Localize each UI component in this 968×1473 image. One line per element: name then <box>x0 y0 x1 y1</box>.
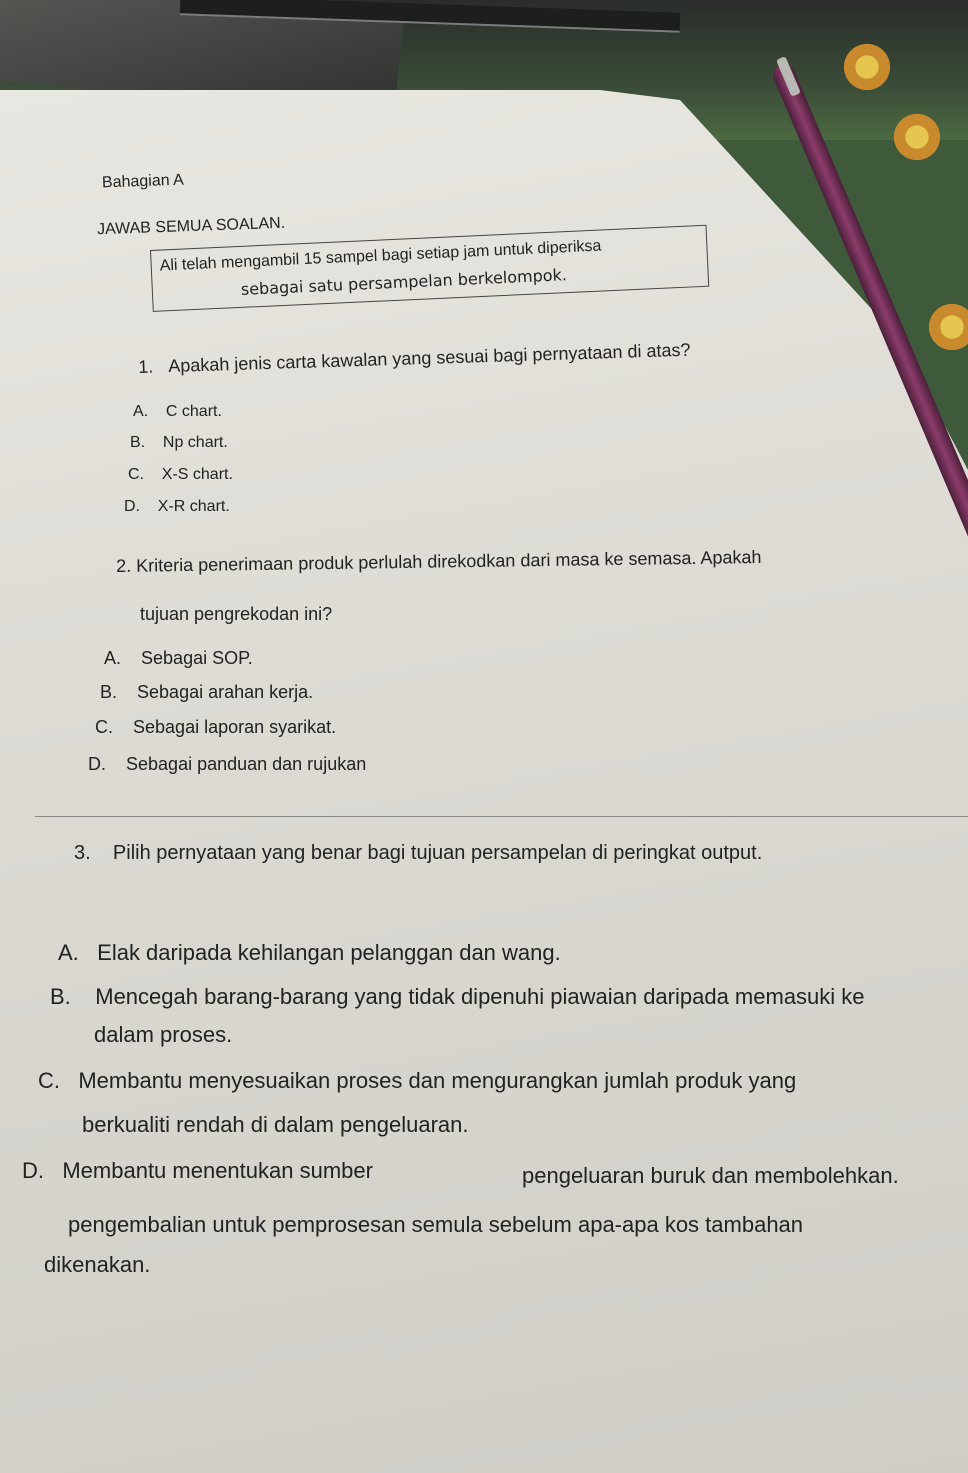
question-number: 1. <box>138 356 154 377</box>
q3-option-c-line-1: C. Membantu menyesuaikan proses dan mengurangkan jumlah produk yang <box>38 1068 797 1093</box>
question-text: Apakah jenis carta kawalan yang sesuai bagi pernyataan di atas? <box>168 339 691 377</box>
q1-option-a: A. C chart. <box>133 403 222 420</box>
question-number: 2. <box>116 555 132 576</box>
question-text: Kriteria penerimaan produk perlulah direkodkan dari masa ke semasa. Apakah <box>136 546 762 576</box>
q2-option-b: B. Sebagai arahan kerja. <box>100 682 314 702</box>
q3-option-d-line-1: D. Membantu menentukan sumber <box>22 1158 373 1183</box>
q2-option-a: A. Sebagai SOP. <box>104 648 253 668</box>
q3-option-b-line-2: dalam proses. <box>94 1022 233 1047</box>
section-heading: Bahagian A <box>101 171 185 192</box>
q2-option-d: D. Sebagai panduan dan rujukan <box>88 754 367 774</box>
flower-pattern <box>890 110 944 164</box>
q3-option-d-line-1b: pengeluaran buruk dan membolehkan. <box>522 1163 899 1188</box>
instruction: JAWAB SEMUA SOALAN. <box>96 214 286 239</box>
q3-option-d-line-2: pengembalian untuk pemprosesan semula sebelum apa-apa kos tambahan <box>68 1212 804 1237</box>
scenario-line-2: sebagai satu persampelan berkelompok. <box>240 265 568 299</box>
scenario-line-1: Ali telah mengambil 15 sampel bagi setiap jam untuk diperiksa <box>159 237 602 275</box>
q3-option-b-line-1: B. Mencegah barang-barang yang tidak dipenuhi piawaian daripada memasuki ke <box>50 984 865 1009</box>
question-3 <box>74 842 762 865</box>
q1-option-c: C. X-S chart. <box>128 466 233 483</box>
flower-pattern <box>840 40 894 94</box>
question-number: 3. <box>74 842 91 864</box>
flower-pattern <box>925 300 968 354</box>
q2-option-c: C. Sebagai laporan syarikat. <box>95 717 337 737</box>
q1-option-d: D. X-R chart. <box>124 498 230 515</box>
divider-line <box>35 816 968 817</box>
question-text: Pilih pernyataan yang benar bagi tujuan persampelan di peringkat output. <box>112 842 763 864</box>
question-2-line-2: tujuan pengrekodan ini? <box>140 604 333 624</box>
q1-option-b: B. Np chart. <box>130 434 228 451</box>
q3-option-a: A. Elak daripada kehilangan pelanggan dan wang. <box>58 940 561 965</box>
q3-option-d-line-3: dikenakan. <box>44 1252 151 1277</box>
q3-option-c-line-2: berkualiti rendah di dalam pengeluaran. <box>82 1112 469 1137</box>
